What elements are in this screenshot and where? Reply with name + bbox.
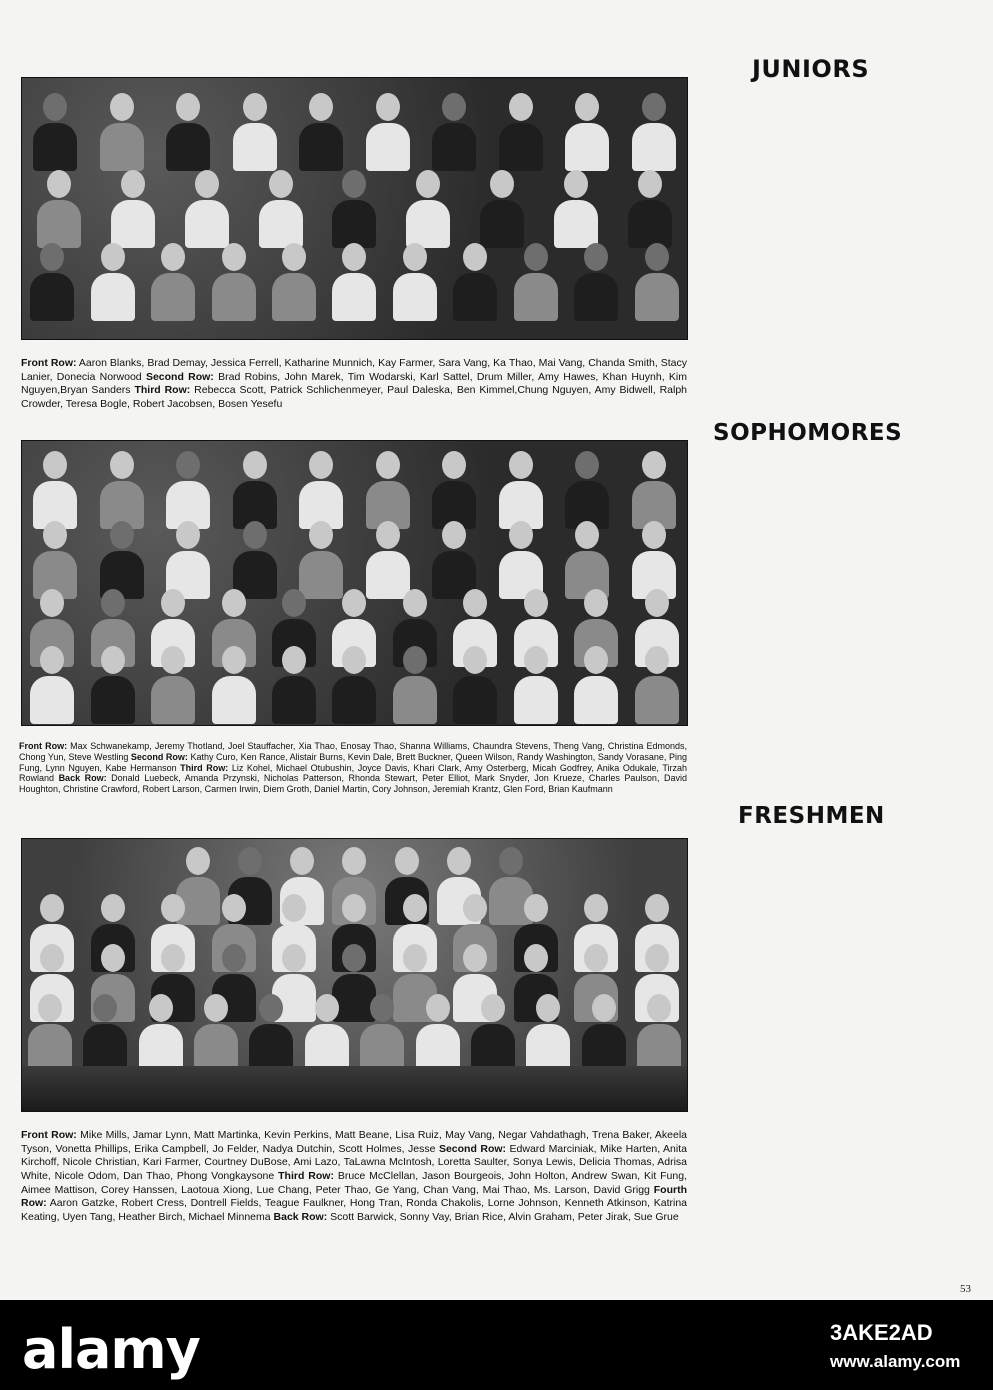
sophomores-heading: SOPHOMORES xyxy=(713,420,903,446)
caption-row-names: Donald Luebeck, Amanda Przynski, Nicholas Patterson, Rhonda Stewart, Peter Elliot, Mark Snyder, Jon Krueze, Charles Paulson, David Houghton, Christine Crawford, Robert Larson, Carmen Irwin, Diem Groth, Daniel Martin, Cory Johnson, Jeremiah Krantz, Glen Ford, Brian Kaufmann xyxy=(19,773,687,795)
freshmen-group xyxy=(22,839,687,1111)
caption-row-names: Brad Robins, John Marek, Tim Wodarski, Karl Sattel, Drum Miller, Amy Hawes, Khan Huynh, Kim Nguyen,Bryan Sanders xyxy=(21,370,687,397)
caption-row-label: Second Row: xyxy=(130,751,188,762)
caption-row-names: Max Schwanekamp, Jeremy Thotland, Joel Stauffacher, Xia Thao, Enosay Thao, Shanna Williams, Chaundra Stevens, Theng Vang, Christina Edmonds, Chong Yun, Steve Westling xyxy=(19,741,687,762)
sophomores-caption xyxy=(19,741,687,795)
caption-row-names: Scott Barwick, Sonny Vay, Brian Rice, Alvin Graham, Peter Jirak, Sue Grue xyxy=(327,1210,679,1223)
caption-row-label: Second Row: xyxy=(438,1142,507,1155)
caption-row-label: Back Row: xyxy=(58,773,107,784)
watermark-footer xyxy=(0,1300,993,1390)
freshmen-photo xyxy=(21,838,688,1112)
sophomores-photo xyxy=(21,440,688,726)
caption-row-names: Rebecca Scott, Patrick Schlichenmeyer, Paul Daleska, Ben Kimmel,Chung Nguyen, Amy Bidwell, Ralph Crowder, Teresa Bogle, Robert Jacobsen, Bosen Yesefu xyxy=(21,384,688,410)
caption-row-label: Fourth Row: xyxy=(21,1183,687,1210)
freshmen-caption xyxy=(21,1129,687,1224)
caption-row-label: Front Row: xyxy=(19,741,68,751)
juniors-caption xyxy=(21,357,687,412)
caption-row-label: Third Row: xyxy=(278,1169,334,1182)
caption-row-label: Third Row: xyxy=(180,762,229,773)
alamy-logo: alamy xyxy=(22,1318,200,1381)
juniors-photo xyxy=(21,77,688,340)
page-number: 53 xyxy=(960,1283,971,1295)
caption-row-names: Aaron Gatzke, Robert Cress, Dontrell Fields, Teague Faulkner, Hong Tran, Ronda Chakolis, Lorne Johnson, Kenneth Atkinson, Katrina Keating, Uyen Tang, Heather Birch, Michael Minnema xyxy=(21,1197,687,1223)
caption-row-label: Third Row: xyxy=(134,384,191,397)
footer-url: www.alamy.com xyxy=(830,1352,961,1371)
caption-row-label: Front Row: xyxy=(21,1129,77,1141)
caption-row-label: Second Row: xyxy=(145,370,214,383)
image-id: 3AKE2AD xyxy=(830,1320,933,1345)
caption-row-names: Kathy Curo, Ken Rance, Alistair Burns, Kevin Dale, Brett Buckner, Queen Wilson, Randy Washington, Sandy Vorasane, Ping Fung, Lynn Nguyen, Kabe Hermanson xyxy=(19,751,687,773)
caption-row-names: Bruce McClellan, Jason Bourgeois, John Holton, Andrew Swan, Kit Fung, Aimee Mattison, Corey Hanssen, Laotoua Xiong, Lue Chang, Peter Thao, Ge Yang, Chan Vang, Mai Thao, Ms. Larson, David Grigg xyxy=(21,1169,687,1196)
caption-row-label: Front Row: xyxy=(21,357,77,369)
freshmen-heading: FRESHMEN xyxy=(738,803,885,829)
caption-row-names: Liz Kohel, Michael Otubushin, Joyce Davis, Khari Clark, Amy Osterberg, Micah Godfrey, Anika Odukale, Tirzah Rowland xyxy=(19,762,687,784)
caption-row-names: Aaron Blanks, Brad Demay, Jessica Ferrell, Katharine Munnich, Kay Farmer, Sara Vang, Ka Thao, Mai Vang, Chanda Smith, Stacy Lanier, Donecia Norwood xyxy=(21,357,688,383)
caption-row-names: Mike Mills, Jamar Lynn, Matt Martinka, Kevin Perkins, Matt Beane, Lisa Ruiz, May Vang, Negar Vahdathagh, Trena Baker, Akeela Tyson, Vonetta Phillips, Erika Campbell, Jo Felder, Nadya Dutchin, Scott Holmes, Jesse xyxy=(21,1129,688,1155)
caption-row-label: Back Row: xyxy=(273,1210,328,1223)
juniors-heading: JUNIORS xyxy=(752,55,870,83)
sophomores-group xyxy=(22,441,687,725)
caption-row-names: Edward Marciniak, Mike Harten, Anita Kirchoff, Nicole Christian, Kari Farmer, Courtney DuBose, Ami Lazo, TaLawna McIntosh, Loretta Saulter, Sonya Lewis, Delicia Thomas, Adrisa White, Nicole Odom, Dan Thao, Phong Vongkaysone xyxy=(21,1142,687,1182)
juniors-group xyxy=(22,78,687,339)
